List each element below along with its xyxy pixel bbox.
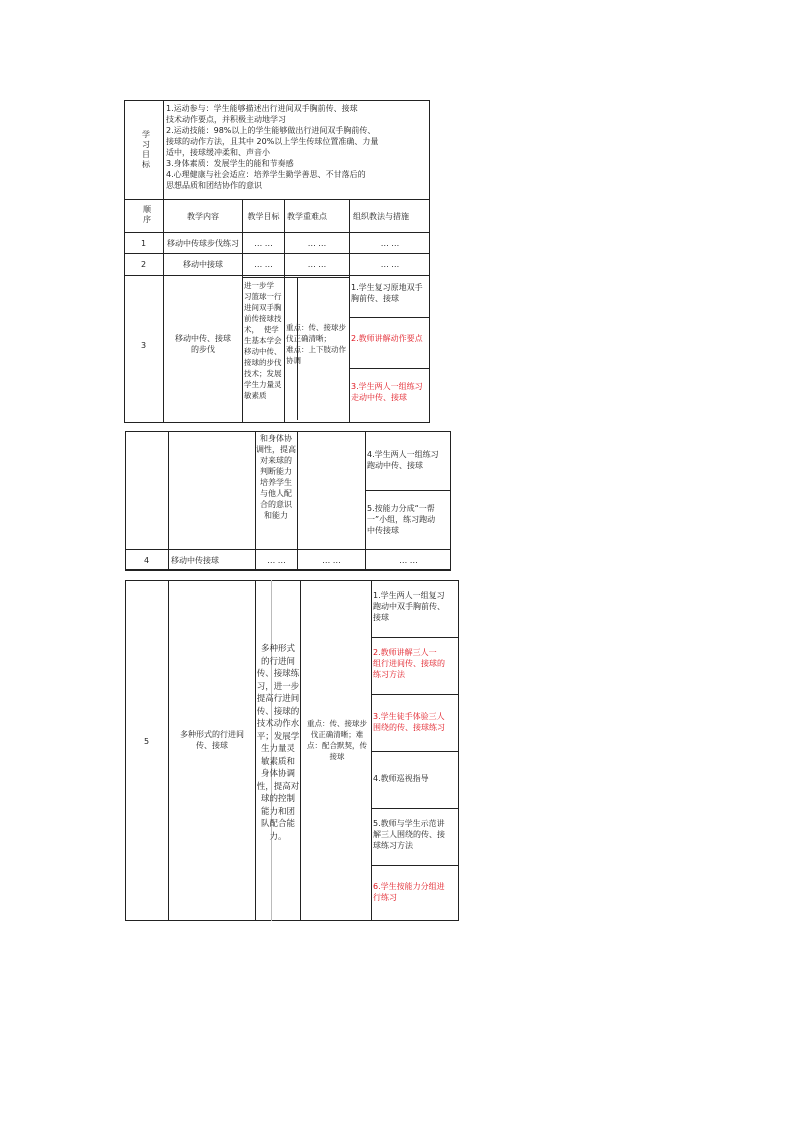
row-content: 移动中传、接球 的步伐 xyxy=(175,334,231,354)
objectives-label: 学习目标 xyxy=(142,130,150,169)
row-goal: … … xyxy=(254,239,273,248)
header-order: 顺序 xyxy=(143,205,151,224)
row-method: … … xyxy=(399,556,418,565)
objective-line: 2.运动技能：98%以上的学生能够做出行进间双手胸前传、 xyxy=(166,126,376,135)
objectives-text xyxy=(166,103,428,191)
method-item: 2.教师讲解动作要点 xyxy=(351,334,423,343)
row-number: 3 xyxy=(140,341,147,350)
row-key: 重点：传、接球步 伐正确清晰；难 点：配合默契，传 接球 xyxy=(307,719,367,761)
goal-continued: 和身体协 调性，提高 对来球的 判断能力 培养学生 与他人配 合的意识 和能力 xyxy=(256,434,296,520)
method-item: 3.学生两人一组练习 走动中传、接球 xyxy=(351,382,423,402)
row-key: … … xyxy=(307,239,327,248)
method-item: 1.学生复习原地双手 胸前传、接球 xyxy=(351,283,423,303)
row-method: … … xyxy=(380,239,400,248)
objective-line: 适中，接球缓冲柔和、声音小 xyxy=(166,148,270,157)
header-goal: 教学目标 xyxy=(247,212,280,221)
method-item: 6.学生按能力分组进 行练习 xyxy=(373,882,445,902)
method-item: 2.教师讲解三人一 组行进间传、接球的 练习方法 xyxy=(373,648,445,679)
objective-line: 技术动作要点，并积极主动地学习 xyxy=(166,115,286,124)
row-goal: … … xyxy=(254,260,273,269)
row-number: 5 xyxy=(143,737,150,746)
row-content: 移动中传球步伐练习 xyxy=(167,239,239,248)
header-key: 教学重难点 xyxy=(287,212,327,221)
row-number: 1 xyxy=(140,239,147,248)
row-goal: 进一步学 习篮球一行 进间双手胸 前传接球技 术， 使学 生基本学会 移动中传、 接球的步伐 技术；发展 学生力量灵 敏素质 xyxy=(244,281,282,400)
objective-line: 4.心理健康与社会适应：培养学生勤学善思、不甘落后的 xyxy=(166,170,366,179)
row-method: … … xyxy=(380,260,400,269)
row-content: 移动中接球 xyxy=(183,260,223,269)
objective-line: 3.身体素质：发展学生的能和节奏感 xyxy=(166,159,294,168)
objective-line: 思想品质和团结协作的意识 xyxy=(166,181,262,190)
row-content: 移动中传接球 xyxy=(171,556,219,565)
row-number: 4 xyxy=(143,556,150,565)
row-key: … … xyxy=(322,556,341,565)
method-item: 4.教师巡视指导 xyxy=(373,774,429,783)
row-number: 2 xyxy=(140,260,147,269)
objective-line: 1.运动参与：学生能够描述出行进间双手胸前传、接球 xyxy=(166,104,358,113)
row-content: 多种形式的行进间 传、接球 xyxy=(180,730,244,750)
header-content: 教学内容 xyxy=(187,212,219,221)
header-method: 组织教法与措施 xyxy=(353,212,409,221)
row-goal: … … xyxy=(267,556,286,565)
method-item: 4.学生两人一组练习 跑动中传、接球 xyxy=(367,450,439,470)
row-goal: 多种形式 的行进间 传、接球练 习，进一步 提高行进间 传、接球的 技术动作水 平；发展学 生力量灵 敏素质和 身体协调 性，提高对 球的控制 能力和团 队配合能 力。 xyxy=(256,644,300,842)
row-key: … … xyxy=(307,260,327,269)
method-item: 1.学生两人一组复习 跑动中双手胸前传、 接球 xyxy=(373,591,445,622)
method-item: 5.按能力分成“一帮 一”小组，练习跑动 中传接球 xyxy=(367,504,436,535)
row-key: 重点：传、接球步 伐正确清晰； 难点：上下肢动作 协调 xyxy=(286,323,346,365)
method-item: 3.学生徒手体验三人 围绕的传、接球练习 xyxy=(373,712,445,732)
objective-line: 接球的动作方法，且其中 20%以上学生传球位置准确、力量 xyxy=(166,137,379,146)
method-item: 5.教师与学生示范讲 解三人围绕的传、接 球练习方法 xyxy=(373,819,445,850)
